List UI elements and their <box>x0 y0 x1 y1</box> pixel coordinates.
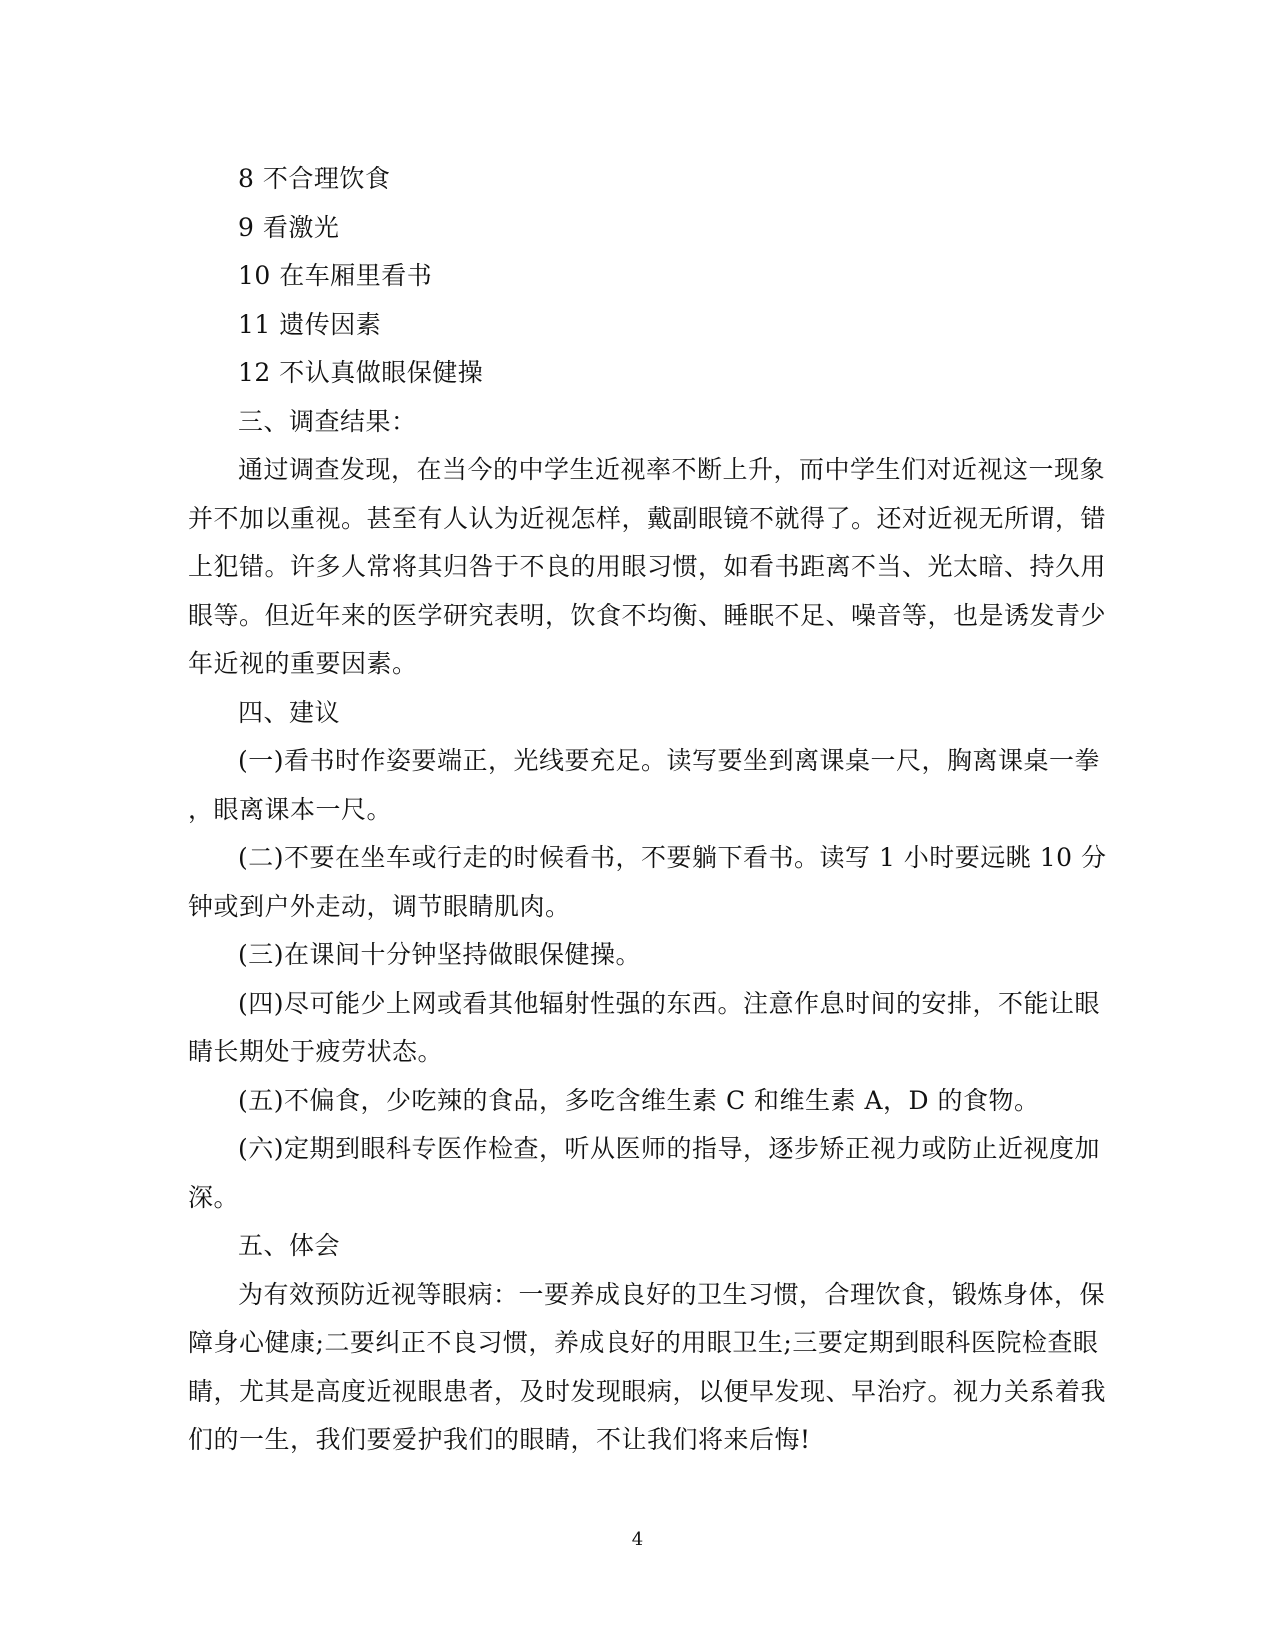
suggestion-4-line: (四)尽可能少上网或看其他辐射性强的东西。注意作息时间的安排，不能让眼 <box>238 988 1101 1018</box>
section-heading-results: 三、调查结果： <box>238 406 417 436</box>
results-paragraph-line: 通过调查发现，在当今的中学生近视率不断上升，而中学生们对近视这一现象 <box>238 455 1106 484</box>
suggestion-2-line: (二)不要在坐车或行走的时候看书，不要躺下看书。读写 1 小时要远眺 10 分 <box>238 843 1107 872</box>
reflection-paragraph-line: 为有效预防近视等眼病：一要养成良好的卫生习惯，合理饮食，锻炼身体，保 <box>238 1279 1106 1309</box>
suggestion-6-line: (六)定期到眼科专医作检查，听从医师的指导，逐步矫正视力或防止近视度加 <box>238 1134 1101 1163</box>
suggestion-3-line: (三)在课间十分钟坚持做眼保健操。 <box>238 940 642 969</box>
reflection-paragraph-line: 睛，尤其是高度近视眼患者，及时发现眼病，以便早发现、早治疗。视力关系着我 <box>188 1376 1107 1406</box>
suggestion-4-line: 睛长期处于疲劳状态。 <box>188 1037 444 1066</box>
results-paragraph-line: 年近视的重要因素。 <box>188 649 418 678</box>
cause-item-12: 12 不认真做眼保健操 <box>238 358 484 387</box>
section-heading-reflection: 五、体会 <box>238 1231 341 1260</box>
reflection-paragraph-line: 们的一生，我们要爱护我们的眼睛，不让我们将来后悔! <box>188 1425 811 1454</box>
suggestion-1-line: (一)看书时作姿要端正，光线要充足。读写要坐到离课桌一尺，胸离课桌一拳 <box>238 746 1101 775</box>
suggestion-5-line: (五)不偏食，少吃辣的食品，多吃含维生素 C 和维生素 A，D 的食物。 <box>238 1085 1040 1115</box>
reflection-paragraph-line: 障身心健康;二要纠正不良习惯，养成良好的用眼卫生;三要定期到眼科医院检查眼 <box>188 1328 1099 1357</box>
results-paragraph-line: 上犯错。许多人常将其归咎于不良的用眼习惯，如看书距离不当、光太暗、持久用 <box>188 552 1107 581</box>
section-heading-suggestions: 四、建议 <box>238 697 341 727</box>
cause-item-10: 10 在车厢里看书 <box>238 261 433 290</box>
suggestion-1-line: ，眼离课本一尺。 <box>188 794 393 824</box>
cause-item-11: 11 遗传因素 <box>238 309 382 339</box>
suggestion-6-line: 深。 <box>188 1182 240 1212</box>
cause-item-8: 8 不合理饮食 <box>238 164 391 193</box>
results-paragraph-line: 并不加以重视。甚至有人认为近视怎样，戴副眼镜不就得了。还对近视无所谓，错 <box>188 503 1107 533</box>
page-number: 4 <box>631 1529 644 1550</box>
results-paragraph-line: 眼等。但近年来的医学研究表明，饮食不均衡、睡眠不足、噪音等，也是诱发青少 <box>188 600 1107 630</box>
page-body <box>188 155 1107 1465</box>
suggestion-2-line: 钟或到户外走动，调节眼睛肌肉。 <box>188 891 571 921</box>
cause-item-9: 9 看激光 <box>238 212 340 242</box>
